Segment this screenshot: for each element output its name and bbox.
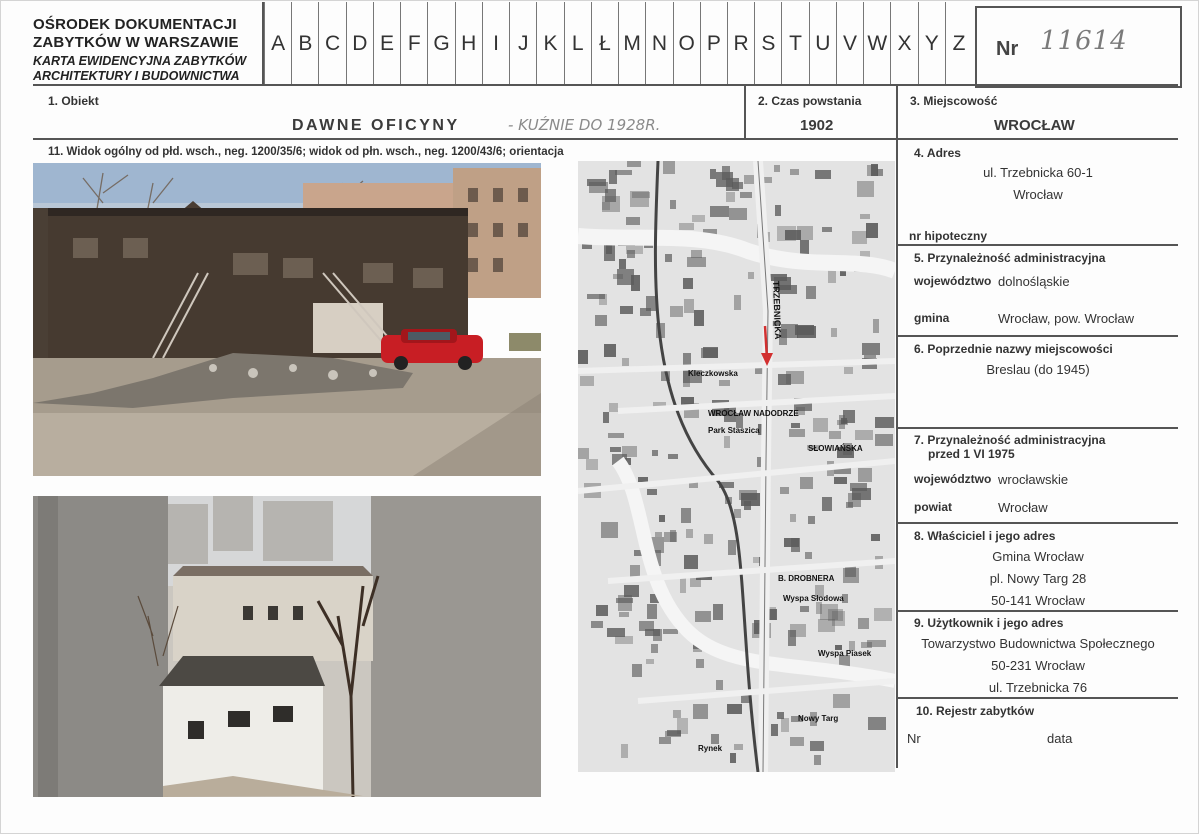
- map-block: [874, 608, 892, 621]
- map-block: [771, 724, 778, 736]
- register-date-label: data: [1047, 731, 1073, 746]
- object-name: DAWNE OFICYNY: [292, 117, 460, 134]
- map-block: [659, 737, 671, 744]
- map-block: [778, 374, 791, 385]
- user-line-3: ul. Trzebnicka 76: [988, 680, 1088, 695]
- map-block: [619, 612, 629, 617]
- field6-divider: [898, 427, 1178, 429]
- map-block: [695, 611, 711, 622]
- field5-label: 5. Przynależność administracyjna: [914, 251, 1106, 265]
- map-block: [855, 430, 873, 440]
- map-block: [646, 659, 654, 664]
- index-letter: C: [318, 2, 345, 86]
- map-block: [734, 744, 743, 750]
- map-label-park: Park Staszica: [708, 426, 760, 435]
- map-block: [710, 169, 716, 179]
- index-letter: J: [509, 2, 536, 86]
- map-block: [626, 217, 640, 225]
- map-block: [790, 514, 796, 522]
- map-block: [784, 538, 799, 547]
- map-block: [875, 434, 893, 446]
- map-block: [728, 540, 736, 555]
- index-letter: I: [482, 2, 509, 86]
- index-letter: L: [564, 2, 591, 86]
- map-block: [681, 397, 694, 405]
- map-block: [775, 205, 781, 216]
- map-block: [862, 343, 880, 355]
- map-block: [791, 423, 800, 428]
- field2-label: 2. Czas powstania: [758, 94, 862, 108]
- field8-label: 8. Właściciel i jego adres: [914, 529, 1056, 543]
- map-block: [680, 578, 686, 593]
- map-block: [780, 487, 789, 494]
- map-block: [683, 278, 693, 289]
- map-block: [722, 166, 730, 180]
- map-block: [694, 310, 704, 326]
- object-name-handwritten-note: - KUŹNIE DO 1928R.: [508, 116, 661, 134]
- map-block: [800, 240, 809, 254]
- map-block: [652, 450, 658, 456]
- map-block: [686, 529, 693, 538]
- index-letter: F: [400, 2, 427, 86]
- map-label-nadodrze: WROCŁAW NADODRZE: [708, 409, 799, 418]
- map-block: [664, 532, 677, 542]
- map-block: [790, 737, 804, 746]
- map-block: [659, 515, 665, 522]
- map-block: [734, 295, 741, 310]
- map-block: [843, 568, 859, 583]
- map-block: [789, 429, 805, 437]
- map-block: [692, 215, 705, 222]
- map-block: [618, 595, 632, 611]
- map-block: [837, 420, 848, 425]
- map-label-kleczkowska: Kleczkowska: [688, 369, 738, 378]
- map-block: [740, 192, 752, 198]
- map-block: [868, 717, 886, 730]
- map-block: [834, 477, 847, 484]
- map-label-rynek: Rynek: [698, 744, 723, 753]
- index-letter: G: [427, 2, 454, 86]
- alphabet-index: [264, 2, 972, 86]
- map-block: [727, 704, 742, 714]
- map-block: [670, 200, 676, 209]
- index-letter: U: [809, 2, 836, 86]
- map-block: [813, 418, 828, 432]
- index-letter: A: [264, 2, 291, 86]
- map-block: [716, 680, 723, 690]
- map-block: [828, 269, 836, 283]
- map-block: [871, 534, 880, 541]
- map-block: [595, 315, 607, 326]
- map-block: [703, 347, 718, 358]
- index-letter: Y: [918, 2, 945, 86]
- map-block: [615, 636, 633, 644]
- map-block: [875, 417, 894, 428]
- map-block: [850, 483, 867, 491]
- map-block: [800, 606, 809, 612]
- owner-line-1: Gmina Wrocław: [992, 549, 1084, 564]
- index-letter: O: [673, 2, 700, 86]
- address-line-1: ul. Trzebnicka 60-1: [983, 165, 1093, 180]
- index-letter: P: [700, 2, 727, 86]
- map-block: [814, 755, 821, 765]
- map-block: [586, 459, 598, 470]
- map-block: [610, 447, 621, 452]
- index-letter: Z: [945, 2, 972, 86]
- map-block: [724, 436, 730, 448]
- field7-pow-label: powiat: [914, 500, 952, 514]
- field10-label: 10. Rejestr zabytków: [916, 704, 1035, 718]
- map-block: [621, 744, 628, 758]
- map-block: [589, 182, 608, 193]
- map-block: [631, 275, 640, 291]
- field7-woj-value: wrocławskie: [998, 472, 1069, 487]
- locality: WROCŁAW: [994, 117, 1075, 134]
- field7-label: 7. Przynależność administracyjna: [914, 433, 1106, 447]
- field7-woj-label: województwo: [914, 472, 992, 486]
- map-block: [632, 192, 650, 198]
- index-letter: X: [890, 2, 917, 86]
- map-block: [873, 319, 879, 333]
- record-number-label: Nr: [996, 38, 1019, 60]
- map-block: [777, 226, 796, 241]
- field4-divider: [898, 244, 1178, 246]
- map-block: [818, 619, 835, 632]
- map-label-nowy-targ: Nowy Targ: [798, 714, 839, 723]
- card-type-line-2: ARCHITEKTURY I BUDOWNICTWA: [33, 69, 240, 83]
- map-block: [651, 644, 658, 653]
- map-block: [726, 192, 735, 202]
- map-block: [663, 629, 678, 634]
- map-block: [690, 578, 701, 587]
- map-block: [808, 516, 815, 524]
- map-block: [797, 226, 813, 240]
- index-letter: K: [536, 2, 563, 86]
- index-letter: T: [781, 2, 808, 86]
- field9-divider: [898, 697, 1178, 699]
- map-block: [663, 161, 675, 174]
- map-block: [609, 170, 617, 184]
- map-block: [730, 753, 736, 763]
- map-block: [602, 196, 620, 212]
- map-block: [638, 477, 648, 482]
- owner-line-3: 50-141 Wrocław: [991, 593, 1085, 608]
- field11-label: 11. Widok ogólny od płd. wsch., neg. 1200/35/6; widok od płn. wsch., neg. 1200/43/6; orientacja: [48, 146, 564, 158]
- index-letter: Ł: [591, 2, 618, 86]
- map-block: [734, 509, 741, 518]
- previous-names: Breslau (do 1945): [986, 362, 1090, 377]
- index-letter: V: [836, 2, 863, 86]
- map-block: [619, 259, 626, 269]
- org-line-1: OŚRODEK DOKUMENTACJI: [33, 16, 237, 33]
- map-block: [781, 718, 789, 732]
- field3-label: 3. Miejscowość: [910, 94, 998, 108]
- map-block: [615, 170, 632, 175]
- map-block: [800, 477, 813, 489]
- field6-label: 6. Poprzednie nazwy miejscowości: [914, 342, 1113, 356]
- map-block: [833, 694, 850, 708]
- card-type: [33, 54, 246, 84]
- map-block: [848, 493, 861, 507]
- map-block: [578, 448, 589, 459]
- map-block: [790, 169, 799, 175]
- map-block: [670, 306, 683, 317]
- map-block: [729, 208, 747, 220]
- map-block: [777, 712, 784, 719]
- map-block: [578, 350, 588, 364]
- record-number-handwritten: 11614: [1040, 26, 1128, 56]
- map-block: [603, 412, 609, 423]
- index-letter: H: [455, 2, 482, 86]
- field5-woj-label: województwo: [914, 274, 992, 288]
- field8-divider: [898, 610, 1178, 612]
- map-block: [622, 358, 629, 366]
- map-block: [858, 468, 872, 482]
- map-block: [867, 640, 886, 647]
- map-block: [829, 431, 841, 439]
- map-block: [604, 344, 616, 357]
- index-letter: N: [645, 2, 672, 86]
- field5-gmina-value: Wrocław, pow. Wrocław: [998, 311, 1135, 326]
- photo-view-northeast: [33, 496, 541, 797]
- owner-line-2: pl. Nowy Targ 28: [989, 571, 1087, 586]
- map-block: [805, 552, 812, 559]
- map-block: [822, 227, 832, 232]
- map-block: [627, 161, 641, 167]
- map-block: [860, 214, 870, 219]
- address-line-2: Wrocław: [1013, 187, 1063, 202]
- field5-woj-value: dolnośląskie: [998, 274, 1070, 289]
- field5-gmina-label: gmina: [914, 311, 950, 325]
- map-block: [820, 604, 838, 620]
- map-block: [607, 628, 625, 637]
- field7-divider: [898, 522, 1178, 524]
- map-block: [816, 602, 822, 614]
- map-block: [713, 604, 723, 620]
- index-letter: E: [373, 2, 400, 86]
- map-block: [668, 454, 678, 459]
- map-label-slowianska: SŁOWIAŃSKA: [808, 444, 863, 453]
- map-block: [608, 433, 624, 438]
- map-block: [681, 508, 691, 523]
- map-block: [710, 206, 729, 217]
- org-line-2: ZABYTKÓW W WARSZAWIE: [33, 34, 239, 51]
- field1-label: 1. Obiekt: [48, 94, 99, 108]
- map-block: [679, 223, 694, 230]
- map-block: [857, 181, 874, 197]
- location-map: [578, 161, 895, 772]
- user-line-2: 50-231 Wrocław: [991, 658, 1085, 673]
- index-letter: S: [754, 2, 781, 86]
- index-letter: R: [727, 2, 754, 86]
- index-letter: D: [346, 2, 373, 86]
- map-block: [691, 250, 702, 258]
- field4-label: 4. Adres: [914, 146, 961, 160]
- photo-courtyard-southeast: [33, 163, 541, 476]
- map-block: [596, 605, 608, 616]
- map-block: [704, 534, 713, 544]
- map-block: [806, 286, 816, 299]
- map-block: [741, 493, 760, 506]
- map-block: [831, 328, 837, 337]
- index-letter: W: [863, 2, 890, 86]
- map-block: [852, 231, 867, 244]
- field5-divider: [898, 335, 1178, 337]
- map-block: [774, 165, 780, 172]
- map-block: [677, 718, 688, 734]
- map-block: [744, 175, 754, 184]
- map-block: [673, 710, 681, 718]
- map-block: [696, 659, 704, 668]
- map-block: [632, 664, 642, 677]
- index-letter: M: [618, 2, 645, 86]
- organization-name: [33, 16, 239, 52]
- map-block: [719, 380, 730, 386]
- map-block: [711, 734, 719, 744]
- map-label-drobnera: B. DROBNERA: [778, 574, 835, 583]
- mortgage-number-label: nr hipoteczny: [909, 229, 988, 243]
- field2-left-divider: [744, 84, 746, 140]
- map-block: [866, 223, 878, 238]
- map-block: [609, 403, 618, 412]
- map-block: [815, 170, 831, 179]
- map-label-wyspa-piasek: Wyspa Piasek: [818, 649, 872, 658]
- map-block: [640, 308, 651, 316]
- header-vertical-divider: [262, 2, 264, 86]
- map-block: [647, 489, 657, 495]
- map-block: [684, 555, 698, 569]
- map-block: [647, 604, 657, 619]
- map-block: [858, 618, 869, 629]
- row1-divider: [33, 138, 1178, 140]
- field9-label: 9. Użytkownik i jego adres: [914, 616, 1064, 630]
- map-block: [580, 376, 594, 386]
- header-divider: [33, 84, 1178, 86]
- user-line-1: Towarzystwo Budownictwa Społecznego: [921, 636, 1155, 651]
- card-type-line-1: KARTA EWIDENCYJNA ZABYTKÓW: [33, 54, 247, 68]
- field7-label-date: przed 1 VI 1975: [928, 447, 1015, 461]
- map-block: [687, 257, 706, 267]
- map-label-trzebnicka: TRZEBNICKA: [771, 280, 784, 340]
- map-block: [665, 254, 672, 262]
- map-block: [587, 294, 605, 299]
- map-block: [748, 272, 754, 279]
- map-block: [684, 299, 694, 313]
- map-label-wyspa-slodowa: Wyspa Słodowa: [783, 594, 844, 603]
- map-block: [639, 621, 654, 631]
- map-block: [822, 497, 832, 511]
- field7-pow-value: Wrocław: [998, 500, 1048, 515]
- map-block: [601, 522, 618, 538]
- map-block: [867, 165, 878, 176]
- map-block: [591, 621, 603, 628]
- map-block: [655, 532, 662, 537]
- map-block: [810, 741, 824, 751]
- register-nr-label: Nr: [907, 731, 921, 746]
- map-block: [844, 367, 853, 374]
- index-letter: B: [291, 2, 318, 86]
- map-block: [788, 630, 796, 646]
- map-block: [693, 704, 708, 719]
- map-block: [620, 306, 633, 314]
- construction-date: 1902: [800, 117, 834, 134]
